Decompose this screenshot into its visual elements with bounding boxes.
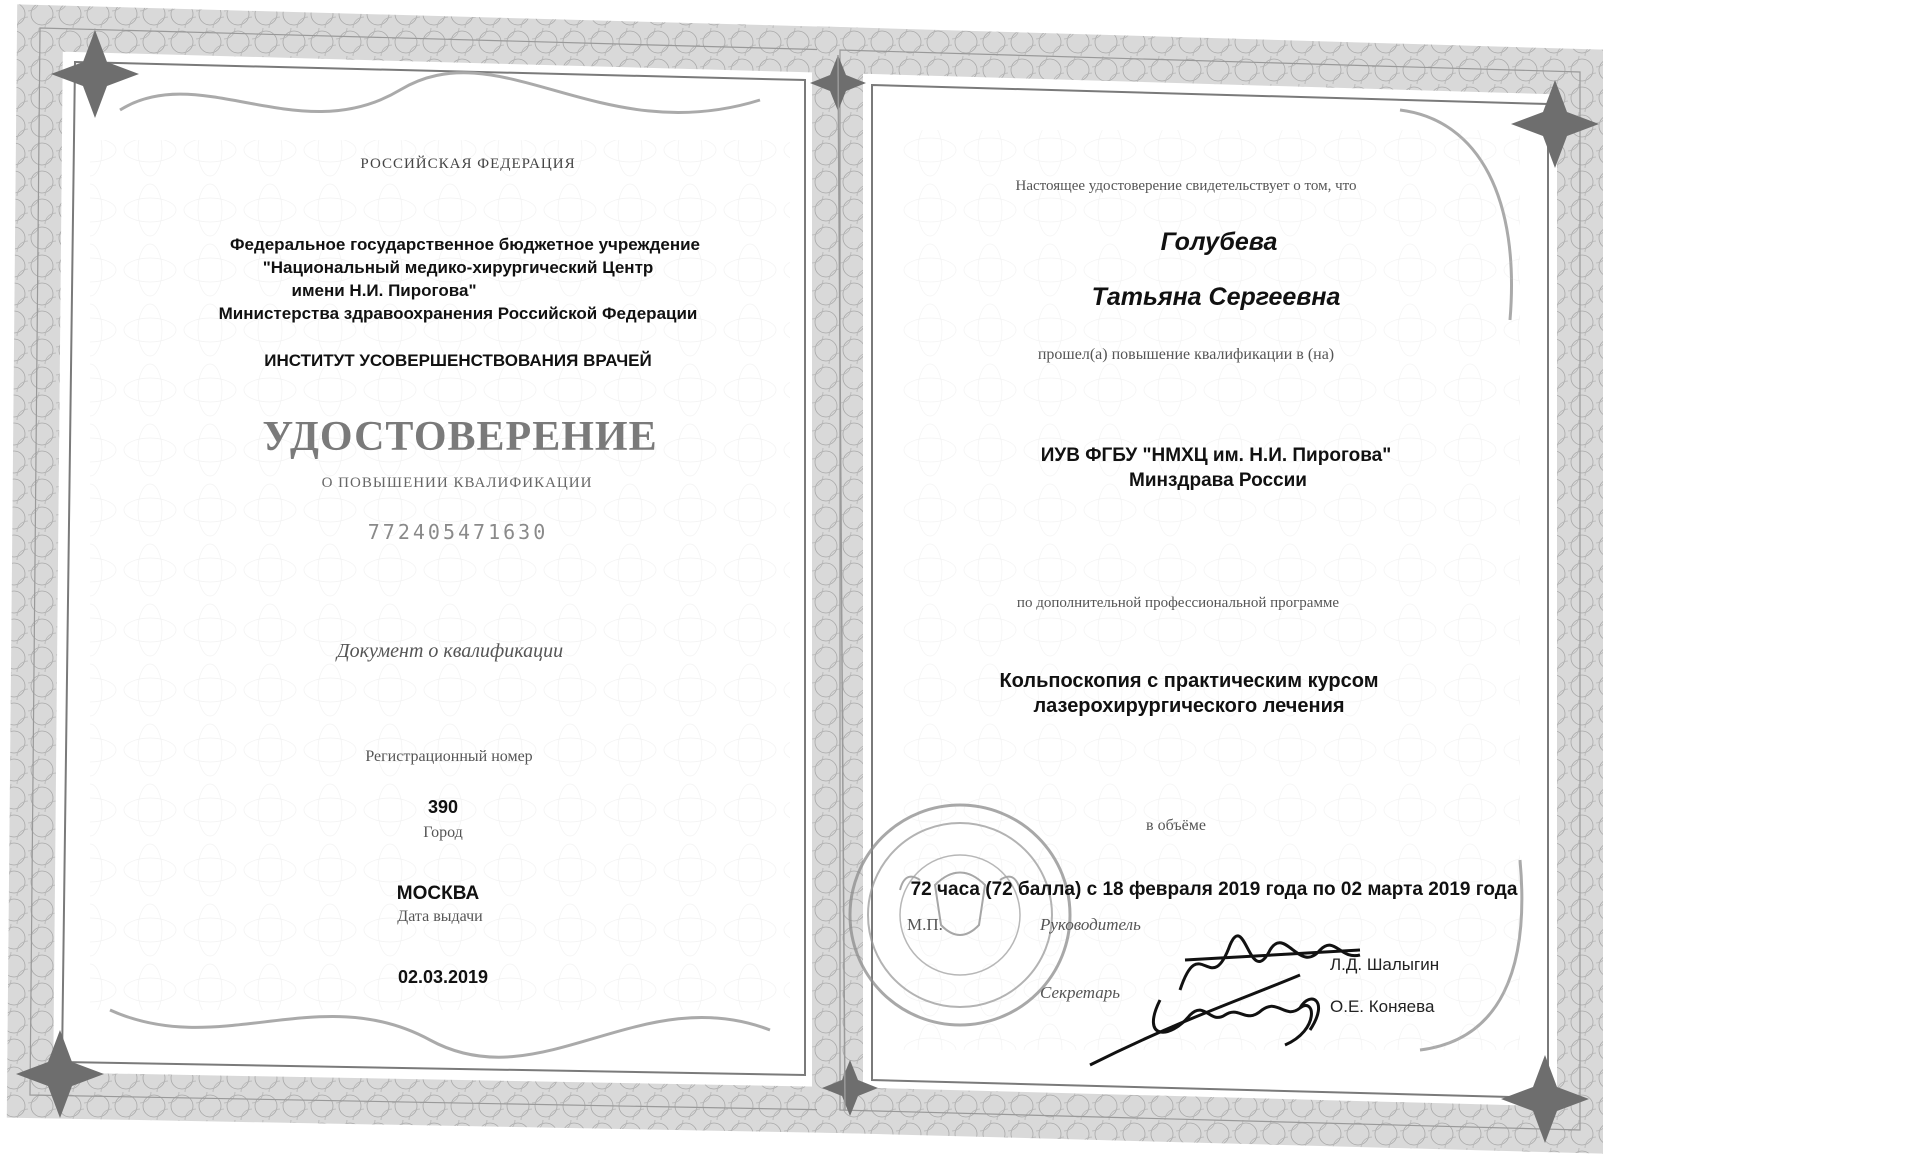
- stamp-place-label: М.П.: [907, 915, 943, 934]
- issue-date-value: 02.03.2019: [397, 967, 489, 987]
- head-label: Руководитель: [1040, 915, 1141, 934]
- program-line-2: лазерохирургического лечения: [1033, 695, 1345, 717]
- registration-label: Регистрационный номер: [365, 748, 533, 765]
- recipient-name-patronymic: Татьяна Сергеевна: [1091, 283, 1341, 311]
- registration-number: 390: [427, 797, 459, 817]
- secretary-label: Секретарь: [1040, 983, 1120, 1002]
- volume-label: в объёме: [1146, 817, 1206, 834]
- institute-name: ИНСТИТУТ УСОВЕРШЕНСТВОВАНИЯ ВРАЧЕЙ: [264, 351, 652, 370]
- course-volume-and-dates: 72 часа (72 балла) с 18 февраля 2019 года по 02 марта 2019 года: [910, 879, 1518, 900]
- organization-line-1: ИУВ ФГБУ "НМХЦ им. Н.И. Пирогова": [1040, 445, 1392, 466]
- program-line-1: Кольпоскопия с практическим курсом: [999, 670, 1379, 692]
- institution-line-3: имени Н.И. Пирогова": [291, 281, 477, 300]
- country-name: РОССИЙСКАЯ ФЕДЕРАЦИЯ: [360, 156, 576, 172]
- organization-line-2: Минздрава России: [1129, 470, 1307, 491]
- left-page-border: [30, 28, 835, 1110]
- serial-number: 772405471630: [367, 520, 549, 544]
- institution-line-1: Федеральное государственное бюджетное учреждение: [229, 235, 701, 254]
- head-name: Л.Д. Шалыгин: [1330, 955, 1440, 974]
- secretary-name: О.Е. Коняева: [1330, 997, 1435, 1016]
- city-label: Город: [423, 824, 463, 841]
- document-title: УДОСТОВЕРЕНИЕ: [262, 414, 658, 460]
- issue-date-label: Дата выдачи: [397, 908, 483, 925]
- passed-text: прошел(а) повышение квалификации в (на): [1037, 346, 1335, 363]
- city-value: МОСКВА: [396, 883, 480, 904]
- institution-line-4: Министерства здравоохранения Российской Федерации: [218, 304, 698, 323]
- intro-text: Настоящее удостоверение свидетельствует о том, что: [1015, 178, 1357, 194]
- document-type: Документ о квалификации: [336, 640, 564, 662]
- recipient-surname: Голубева: [1160, 228, 1278, 256]
- program-label: по дополнительной профессиональной программе: [1016, 595, 1340, 611]
- document-subtitle: О ПОВЫШЕНИИ КВАЛИФИКАЦИИ: [321, 475, 593, 491]
- institution-line-2: "Национальный медико-хирургический Центр: [262, 258, 654, 277]
